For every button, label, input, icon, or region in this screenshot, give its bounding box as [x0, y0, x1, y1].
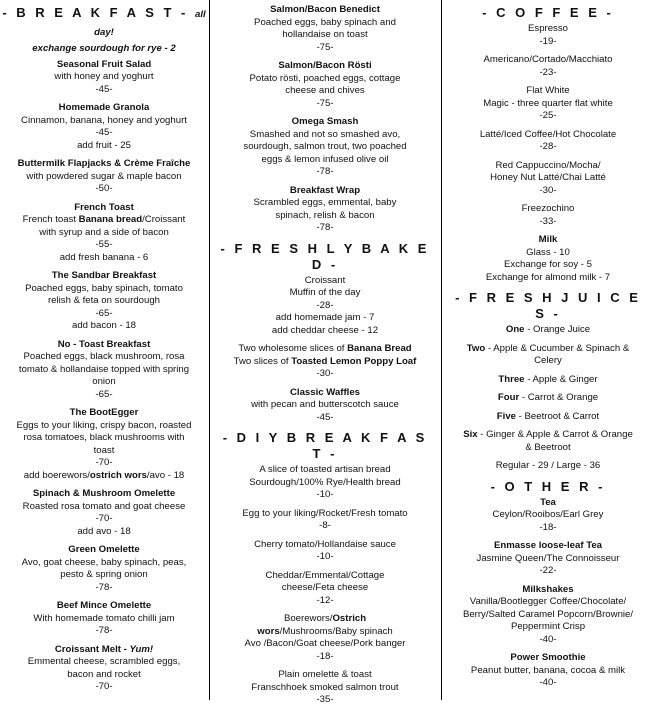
menu-item-description: Celery: [534, 355, 562, 366]
menu-item-price: -78-: [95, 581, 113, 593]
menu-item-title: Seasonal Fruit Salad: [56, 58, 152, 70]
menu-item-description: Jasmine Queen/The Connoisseur: [476, 552, 620, 564]
breakfast-note: exchange sourdough for rye - 2: [32, 43, 176, 54]
menu-item-price: -45-: [316, 411, 334, 423]
menu-item-description: add boerewors/ostrich wors/avo - 18: [23, 469, 185, 481]
menu-item-price: -78-: [95, 625, 113, 636]
menu-item-description: add fruit - 25: [77, 139, 131, 151]
menu-item-title: Classic Waffles: [289, 386, 361, 398]
menu-item-description: Two wholesome slices of Banana Bread: [238, 343, 412, 354]
menu-item-description: Red Cappuccino/Mocha/: [495, 159, 601, 171]
menu-item-description: cheese and chives: [285, 85, 365, 96]
menu-item-description: Latté/Iced Coffee/Hot Chocolate: [479, 128, 617, 140]
menu-item-description: Three - Apple & Ginger: [498, 373, 598, 385]
menu-item-price: -70-: [95, 457, 113, 468]
menu-item-price: -70-: [95, 513, 113, 524]
menu-item-description: Peanut butter, banana, cocoa & milk: [470, 664, 626, 676]
menu-item-price: -28-: [316, 299, 334, 311]
menu-item: [215, 4, 435, 54]
coffee-heading: - C O F F E E -: [482, 5, 614, 20]
menu-item-price: -45-: [95, 83, 113, 95]
menu-item-price: -30-: [539, 184, 557, 196]
menu-item-description: Five - Beetroot & Carrot: [496, 410, 600, 422]
menu-item: [0, 202, 208, 265]
menu-item: [0, 102, 208, 152]
menu-item: [446, 652, 650, 690]
menu-item-description: tomato & hollandaise topped with spring: [18, 363, 190, 375]
menu-item: [0, 339, 208, 402]
menu-item: [215, 539, 435, 564]
menu-item-price: -8-: [319, 520, 331, 531]
menu-item: [0, 488, 208, 538]
menu-item: [446, 343, 650, 368]
breakfast-subtitle: all day!: [94, 9, 206, 38]
menu-item-description: pesto & spring onion: [60, 569, 148, 580]
menu-item-description: Magic - three quarter flat white: [483, 97, 613, 109]
menu-item-description: One - Orange Juice: [505, 324, 591, 335]
menu-item-price: -75-: [316, 41, 334, 53]
menu-item: [446, 540, 650, 578]
menu-item-price: -40-: [539, 677, 557, 688]
menu-item-description: hollandaise on toast: [282, 29, 368, 40]
menu-item: [215, 570, 435, 608]
coffee-items: [446, 23, 650, 284]
menu-item-description: Potato rösti, poached eggs, cottage: [249, 72, 401, 84]
menu-item-description: Avo /Bacon/Goat cheese/Pork banger: [244, 638, 406, 649]
menu-item: [0, 407, 208, 482]
menu-item-description: Flat White: [526, 85, 570, 96]
menu-item-description: Peppermint Crisp: [510, 621, 586, 632]
menu-item: [446, 234, 650, 284]
menu-item: [215, 613, 435, 663]
menu-item: [446, 411, 650, 424]
menu-item-price: -25-: [539, 110, 557, 121]
menu-item-description: rosa tomatoes, black mushrooms with: [23, 432, 185, 443]
menu-item-title: Salmon/Bacon Benedict: [270, 4, 380, 15]
menu-item: [0, 270, 208, 333]
menu-item-description: relish & feta on sourdough: [47, 295, 160, 306]
column-divider: [441, 0, 442, 700]
menu-item-description: Freezochino: [521, 203, 575, 214]
menu-item-description: Smashed and not so smashed avo,: [249, 128, 401, 140]
menu-item-description: Franschhoek smoked salmon trout: [251, 681, 399, 693]
menu-item-description: Eggs to your liking, crispy bacon, roasted: [16, 419, 192, 431]
menu-item-description: Emmental cheese, scrambled eggs,: [27, 656, 181, 667]
menu-item: [446, 85, 650, 123]
menu-item-description: onion: [92, 376, 116, 387]
menu-item-title: Salmon/Bacon Rösti: [278, 60, 372, 71]
menu-item-price: -65-: [95, 388, 113, 400]
menu-item-description: Ceylon/Rooibos/Earl Grey: [492, 509, 604, 520]
menu-item: [215, 60, 435, 110]
menu-item-price: -23-: [539, 66, 557, 78]
menu-item-description: A slice of toasted artisan bread: [259, 464, 391, 475]
menu-item-description: sourdough, salmon trout, two poached: [243, 141, 407, 152]
menu-item-title: Milkshakes: [522, 583, 574, 595]
menu-item-price: -40-: [539, 633, 557, 645]
menu-item-price: -45-: [95, 127, 113, 138]
diy-items: [215, 464, 435, 707]
menu-item-description: Sourdough/100% Rye/Health bread: [249, 476, 401, 488]
menu-item-price: -78-: [316, 222, 334, 233]
menu-item-title: Spinach & Mushroom Omelette: [32, 488, 176, 499]
column-middle: [215, 0, 435, 713]
menu-item: [215, 387, 435, 425]
menu-item: [446, 374, 650, 387]
menu-item-description: with honey and yoghurt: [54, 71, 154, 82]
menu-item: [215, 275, 435, 338]
menu-item: [215, 669, 435, 707]
menu-item-description: Two - Apple & Cucumber & Spinach &: [466, 342, 630, 354]
breakfast-items-continued: [215, 4, 435, 235]
breakfast-heading: - B R E A K F A S T - all day!: [2, 5, 206, 38]
menu-item: [215, 343, 435, 381]
menu-item-title: Croissant Melt - Yum!: [54, 643, 154, 655]
menu-item-description: & Beetroot: [525, 441, 571, 453]
menu-item-description: Cinnamon, banana, honey and yoghurt: [21, 114, 187, 126]
menu-item-price: -75-: [316, 97, 334, 109]
menu-item-description: Honey Nut Latté/Chai Latté: [490, 172, 606, 183]
menu-item: [215, 464, 435, 502]
menu-item-price: -35-: [316, 694, 334, 705]
menu-item-price: -78-: [316, 166, 334, 177]
menu-item: [446, 23, 650, 48]
menu-item-description: Exchange for almond milk - 7: [485, 271, 611, 283]
menu-item-description: Cheddar/Emmental/Cottage: [265, 569, 385, 581]
menu-item-description: Cherry tomato/Hollandaise sauce: [254, 538, 396, 550]
menu-item-price: -10-: [316, 489, 334, 500]
menu-item-description: Four - Carrot & Orange: [497, 392, 599, 403]
menu-item-price: -33-: [539, 215, 557, 227]
menu-item-description: Boerewors/Ostrich: [283, 613, 367, 624]
menu-item-description: with powdered sugar & maple bacon: [26, 170, 182, 182]
menu-item-description: Roasted rosa tomato and goat cheese: [22, 500, 186, 512]
breakfast-items: [0, 59, 208, 694]
menu-item: [446, 429, 650, 454]
menu-item: [0, 544, 208, 594]
menu-item-description: Plain omelette & toast: [278, 669, 372, 680]
menu-item-description: toast: [93, 444, 115, 456]
menu-item-description: add cheddar cheese - 12: [271, 324, 379, 336]
menu-item: [446, 392, 650, 405]
menu-item-description: with pecan and butterscotch sauce: [251, 399, 399, 410]
menu-item: [446, 129, 650, 154]
column-left: [0, 0, 208, 700]
menu-item-title: Omega Smash: [291, 116, 359, 127]
menu-item-description: add fresh banana - 6: [59, 251, 149, 263]
menu-item-description: Poached eggs, baby spinach and: [254, 16, 396, 28]
menu-item-description: Two slices of Toasted Lemon Poppy Loaf: [233, 355, 417, 367]
juice-items: [446, 324, 650, 473]
menu-item: [215, 508, 435, 533]
menu-item-price: -65-: [95, 307, 113, 319]
menu-item-description: Scrambled eggs, emmental, baby: [253, 197, 397, 208]
menu-item-description: Berry/Salted Caramel Popcorn/Brownie/: [462, 608, 634, 620]
menu-item: [0, 59, 208, 97]
menu-item-price: -30-: [316, 368, 334, 379]
menu-item: [446, 584, 650, 647]
menu-item-description: Americano/Cortado/Macchiato: [483, 54, 613, 65]
menu-item-price: -12-: [316, 594, 334, 606]
menu-item: [0, 644, 208, 694]
menu-item-description: Vanilla/Bootlegger Coffee/Chocolate/: [469, 596, 627, 607]
menu-item-title: Breakfast Wrap: [289, 184, 361, 196]
menu-item-description: Exchange for soy - 5: [504, 259, 592, 270]
menu-item: [0, 600, 208, 638]
menu-item-price: -28-: [539, 141, 557, 152]
column-right: [446, 0, 650, 696]
menu-item-description: Regular - 29 / Large - 36: [495, 460, 601, 471]
menu-item-description: bacon and rocket: [67, 668, 141, 680]
menu-item-description: eggs & lemon infused olive oil: [261, 153, 389, 165]
menu-item-title: Enmasse loose-leaf Tea: [493, 540, 603, 551]
menu-item: [446, 160, 650, 198]
freshly-baked-items: [215, 275, 435, 425]
menu-item: [446, 460, 650, 473]
menu-item-price: -22-: [539, 565, 557, 576]
menu-item-title: The Sandbar Breakfast: [51, 270, 157, 281]
menu-item-description: spinach, relish & bacon: [275, 209, 375, 221]
menu-item-title: Power Smoothie: [510, 652, 586, 663]
menu-item-description: add homemade jam - 7: [275, 312, 375, 323]
menu-item-title: Beef Mince Omelette: [56, 600, 152, 611]
menu-item: [0, 158, 208, 196]
menu-item-title: Milk: [538, 234, 558, 245]
menu-item-description: wors/Mushrooms/Baby spinach: [257, 625, 393, 637]
menu-item-description: With homemade tomato chilli jam: [33, 612, 175, 624]
menu-item: [446, 203, 650, 228]
freshly-baked-heading: - F R E S H L Y B A K E D -: [220, 240, 430, 272]
fresh-juices-heading: - F R E S H J U I C E S -: [455, 290, 641, 321]
menu-item-description: Avo, goat cheese, baby spinach, peas,: [21, 556, 187, 568]
menu-item-title: French Toast: [74, 201, 134, 213]
menu-item-price: -50-: [95, 183, 113, 194]
menu-item-price: -18-: [316, 650, 334, 662]
menu-item-description: add bacon - 18: [71, 320, 136, 331]
menu-item-title: Green Omelette: [68, 544, 140, 555]
menu-item-title: No - Toast Breakfast: [57, 338, 151, 350]
menu-item: [446, 497, 650, 535]
menu-item: [215, 116, 435, 179]
menu-item-description: Poached eggs, baby spinach, tomato: [25, 282, 183, 294]
menu-item-title: Homemade Granola: [58, 102, 150, 113]
menu-item-price: -10-: [316, 551, 334, 562]
menu-item-title: Tea: [540, 496, 556, 508]
menu-item-description: Glass - 10: [526, 246, 570, 258]
menu-item-description: Croissant: [304, 274, 346, 286]
menu-item-description: Espresso: [528, 23, 568, 34]
menu-item-description: add avo - 18: [77, 525, 131, 537]
menu-item-price: -55-: [95, 239, 113, 250]
menu-item-description: French toast Banana bread/Croissant: [22, 214, 186, 225]
menu-item-description: cheese/Feta cheese: [281, 582, 369, 593]
diy-breakfast-heading: - D I Y B R E A K F A S T -: [222, 430, 428, 461]
menu-item-price: -70-: [95, 681, 113, 692]
menu-item-description: Muffin of the day: [289, 287, 361, 298]
other-items: [446, 497, 650, 690]
other-heading: - O T H E R -: [490, 478, 606, 494]
column-divider: [209, 0, 210, 700]
menu-item-description: Six - Ginger & Apple & Carrot & Orange: [463, 429, 633, 440]
menu-item: [446, 54, 650, 79]
menu-item-title: The BootEgger: [69, 407, 139, 418]
menu-item-price: -19-: [539, 35, 557, 47]
menu-item-description: Egg to your liking/Rocket/Fresh tomato: [242, 507, 408, 519]
menu-item: [446, 324, 650, 337]
menu-item-description: Poached eggs, black mushroom, rosa: [23, 351, 185, 362]
menu-item: [215, 185, 435, 235]
menu-item-description: with syrup and a side of bacon: [39, 226, 169, 238]
menu-item-title: Buttermilk Flapjacks & Crème Fraîche: [17, 158, 191, 169]
menu-item-price: -18-: [539, 521, 557, 533]
